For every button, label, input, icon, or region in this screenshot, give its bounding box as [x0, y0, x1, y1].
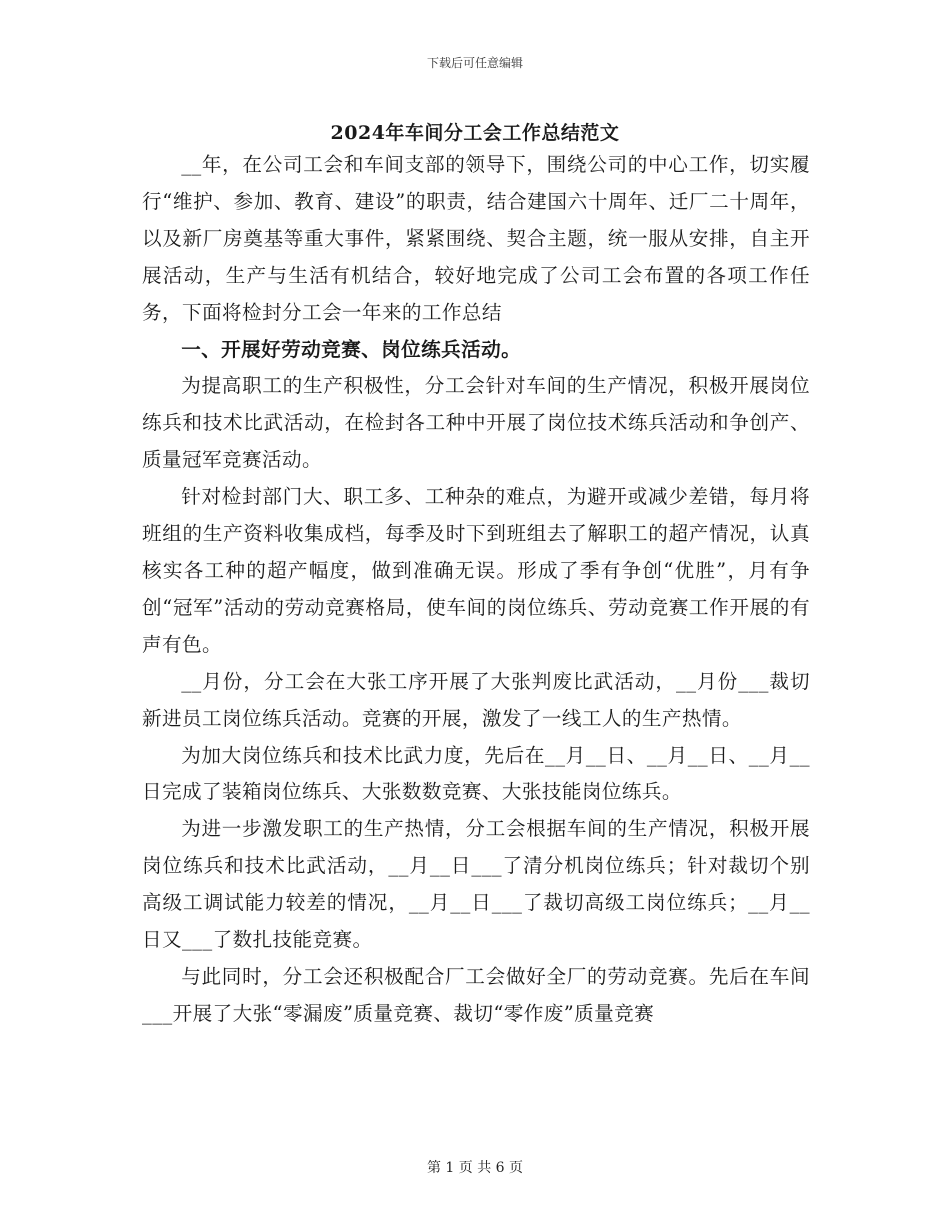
document-body [142, 147, 810, 1033]
paragraph: 为进一步激发职工的生产热情，分工会根据车间的生产情况，积极开展岗位练兵和技术比武活动，__月__日___了清分机岗位练兵；针对裁切个别高级工调试能力较差的情况，__月__日___了裁切高级工岗位练兵；__月__日又___了数扎技能竞赛。 [142, 817, 810, 952]
document-title: 2024年车间分工会工作总结范文 [330, 122, 620, 144]
paragraph: __月份，分工会在大张工序开展了大张判废比武活动，__月份___裁切新进员工岗位练兵活动。竞赛的开展，激发了一线工人的生产热情。 [142, 669, 810, 730]
header-note: 下载后可任意编辑 [426, 56, 523, 70]
paragraph: 针对检封部门大、职工多、工种杂的难点，为避开或减少差错，每月将班组的生产资料收集成档，每季及时下到班组去了解职工的超产情况，认真核实各工种的超产幅度，做到准确无误。形成了季有争创“优胜”，月有争创“冠军”活动的劳动竞赛格局，使车间的岗位练兵、劳动竞赛工作开展的有声有色。 [142, 485, 810, 656]
page-number: 第 1 页 共 6 页 [426, 1160, 524, 1176]
paragraph: 为加大岗位练兵和技术比武力度，先后在__月__日、__月__日、__月__日完成了装箱岗位练兵、大张数数竞赛、大张技能岗位练兵。 [142, 743, 810, 804]
section-heading-1: 一、开展好劳动竞赛、岗位练兵活动。 [181, 337, 522, 361]
paragraph-intro: __年，在公司工会和车间支部的领导下，围绕公司的中心工作，切实履行“维护、参加、教育、建设”的职责，结合建国六十周年、迁厂二十周年，以及新厂房奠基等重大事件，紧紧围绕、契合主题，统一服从安排，自主开展活动，生产与生活有机结合，较好地完成了公司工会布置的各项工作任务，下面将检封分工会一年来的工作总结 [142, 153, 810, 324]
paragraph: 与此同时，分工会还积极配合厂工会做好全厂的劳动竞赛。先后在车间___开展了大张“零漏废”质量竞赛、裁切“零作废”质量竞赛 [142, 964, 810, 1025]
paragraph: 为提高职工的生产积极性，分工会针对车间的生产情况，积极开展岗位练兵和技术比武活动，在检封各工种中开展了岗位技术练兵活动和争创产、质量冠军竞赛活动。 [142, 374, 810, 472]
